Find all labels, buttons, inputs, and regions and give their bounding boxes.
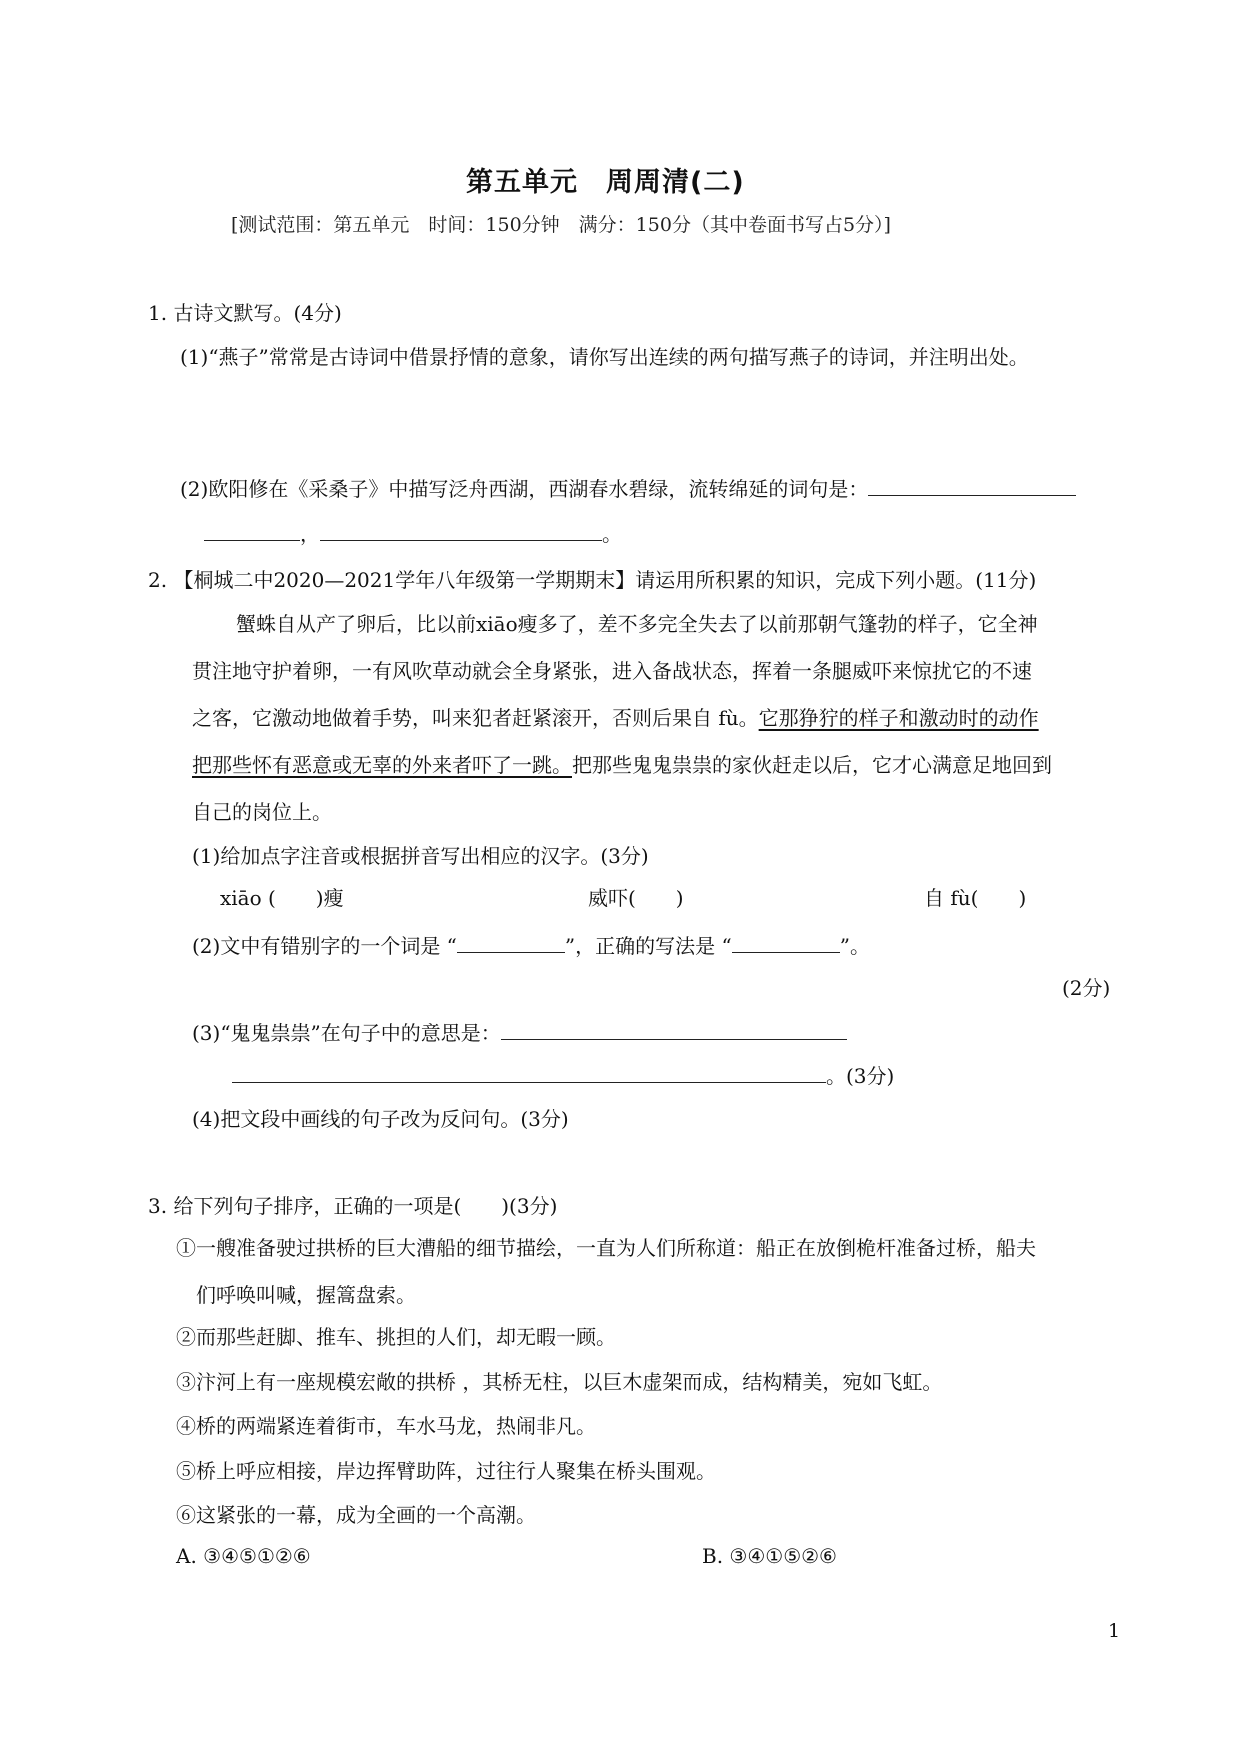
q2-sub1: (1)给加点字注音或根据拼音写出相应的汉字。(3分) xyxy=(192,844,649,868)
q3-option-a[interactable]: A. ③④⑤①②⑥ xyxy=(176,1544,311,1568)
passage-line-2: 贯注地守护着卵，一有风吹草动就会全身紧张，进入备战状态，挥着一条腿威吓来惊扰它的不速 xyxy=(192,659,1032,683)
q1-part2-blank-1[interactable] xyxy=(868,475,1076,496)
passage-line-3-text: 之客，它激动地做着手势，叫来犯者赶紧滚开，否则后果自 fù。 xyxy=(192,706,759,730)
q1-part2-blank-2[interactable] xyxy=(204,520,300,541)
period: 。 xyxy=(602,522,622,546)
q2-sub2-text-a: (2)文中有错别字的一个词是 “ xyxy=(192,934,457,958)
q2-sub3-blank-2[interactable] xyxy=(232,1062,826,1083)
passage-line-4 xyxy=(192,749,1052,778)
q2-sub2-text-c: ”。 xyxy=(839,934,870,958)
q2-sub3-score: 。(3分) xyxy=(826,1064,895,1088)
q3-item-1-cont: 们呼唤叫喊，握篙盘索。 xyxy=(196,1283,416,1307)
q1-part2-line2 xyxy=(204,518,622,547)
comma: ， xyxy=(300,522,320,546)
q2-sub3 xyxy=(192,1017,847,1046)
q2-sub1-item-fu[interactable]: 自 fù( ) xyxy=(924,886,1027,910)
q2-heading: 2. 【桐城二中2020—2021学年八年级第一学期期末】请运用所积累的知识，完成下列小题。(11分) xyxy=(148,568,1037,592)
q3-item-5: ⑤桥上呼应相接，岸边挥臂助阵，过往行人聚集在桥头围观。 xyxy=(176,1459,716,1483)
q1-part2-text: (2)欧阳修在《采桑子》中描写泛舟西湖，西湖春水碧绿，流转绵延的词句是： xyxy=(180,477,869,501)
q1-part1: (1)“燕子”常常是古诗词中借景抒情的意象，请你写出连续的两句描写燕子的诗词，并注明出处。 xyxy=(180,345,1029,369)
q1-part2-blank-3[interactable] xyxy=(320,520,602,541)
q2-sub3-text: (3)“鬼鬼祟祟”在句子中的意思是： xyxy=(192,1021,501,1045)
q2-sub1-item-weixia[interactable]: 威吓( ) xyxy=(588,886,684,910)
q2-sub1-item-xiao[interactable]: xiāo ( )瘦 xyxy=(220,886,344,910)
q2-sub3-line2 xyxy=(232,1060,894,1089)
q2-sub2-score: (2分) xyxy=(1062,976,1111,1000)
q3-option-b[interactable]: B. ③④①⑤②⑥ xyxy=(702,1544,837,1568)
q3-item-3: ③汴河上有一座规模宏敞的拱桥 ，其桥无柱，以巨木虚架而成，结构精美，宛如飞虹。 xyxy=(176,1370,943,1394)
q3-heading: 3. 给下列句子排序，正确的一项是( )(3分) xyxy=(148,1194,558,1218)
page-title: 第五单元 周周清(二) xyxy=(466,167,745,198)
passage-line-1: 蟹蛛自从产了卵后，比以前xiāo瘦多了，差不多完全失去了以前那朝气篷勃的样子，它全神 xyxy=(236,612,1038,636)
test-scope-subtitle: [测试范围：第五单元 时间：150分钟 满分：150分（其中卷面书写占5分）] xyxy=(231,214,891,236)
q1-heading: 1. 古诗文默写。(4分) xyxy=(148,301,342,325)
q2-sub3-blank-1[interactable] xyxy=(501,1019,847,1040)
q3-item-2: ②而那些赶脚、推车、挑担的人们，却无暇一顾。 xyxy=(176,1325,616,1349)
underlined-sentence-part-2: 把那些怀有恶意或无辜的外来者吓了一跳。 xyxy=(192,753,572,777)
passage-line-4-text: 把那些鬼鬼祟祟的家伙赶走以后，它才心满意足地回到 xyxy=(572,753,1052,777)
q1-part2 xyxy=(180,473,1076,502)
q2-sub2 xyxy=(192,930,870,959)
passage-line-3 xyxy=(192,702,1039,731)
underlined-sentence-part-1: 它那狰狞的样子和激动时的动作 xyxy=(758,706,1039,730)
q2-sub2-text-b: ”，正确的写法是 “ xyxy=(564,934,732,958)
q2-sub2-blank-correct[interactable] xyxy=(732,932,840,953)
q3-item-1: ①一艘准备驶过拱桥的巨大漕船的细节描绘，一直为人们所称道：船正在放倒桅杆准备过桥，船夫 xyxy=(176,1236,1036,1260)
q3-item-6: ⑥这紧张的一幕，成为全画的一个高潮。 xyxy=(176,1503,536,1527)
passage-line-5: 自己的岗位上。 xyxy=(192,800,332,824)
q3-item-4: ④桥的两端紧连着街市，车水马龙，热闹非凡。 xyxy=(176,1414,596,1438)
q2-sub4: (4)把文段中画线的句子改为反问句。(3分) xyxy=(192,1107,569,1131)
page-number: 1 xyxy=(1108,1620,1121,1642)
q2-sub2-blank-wrong[interactable] xyxy=(457,932,565,953)
